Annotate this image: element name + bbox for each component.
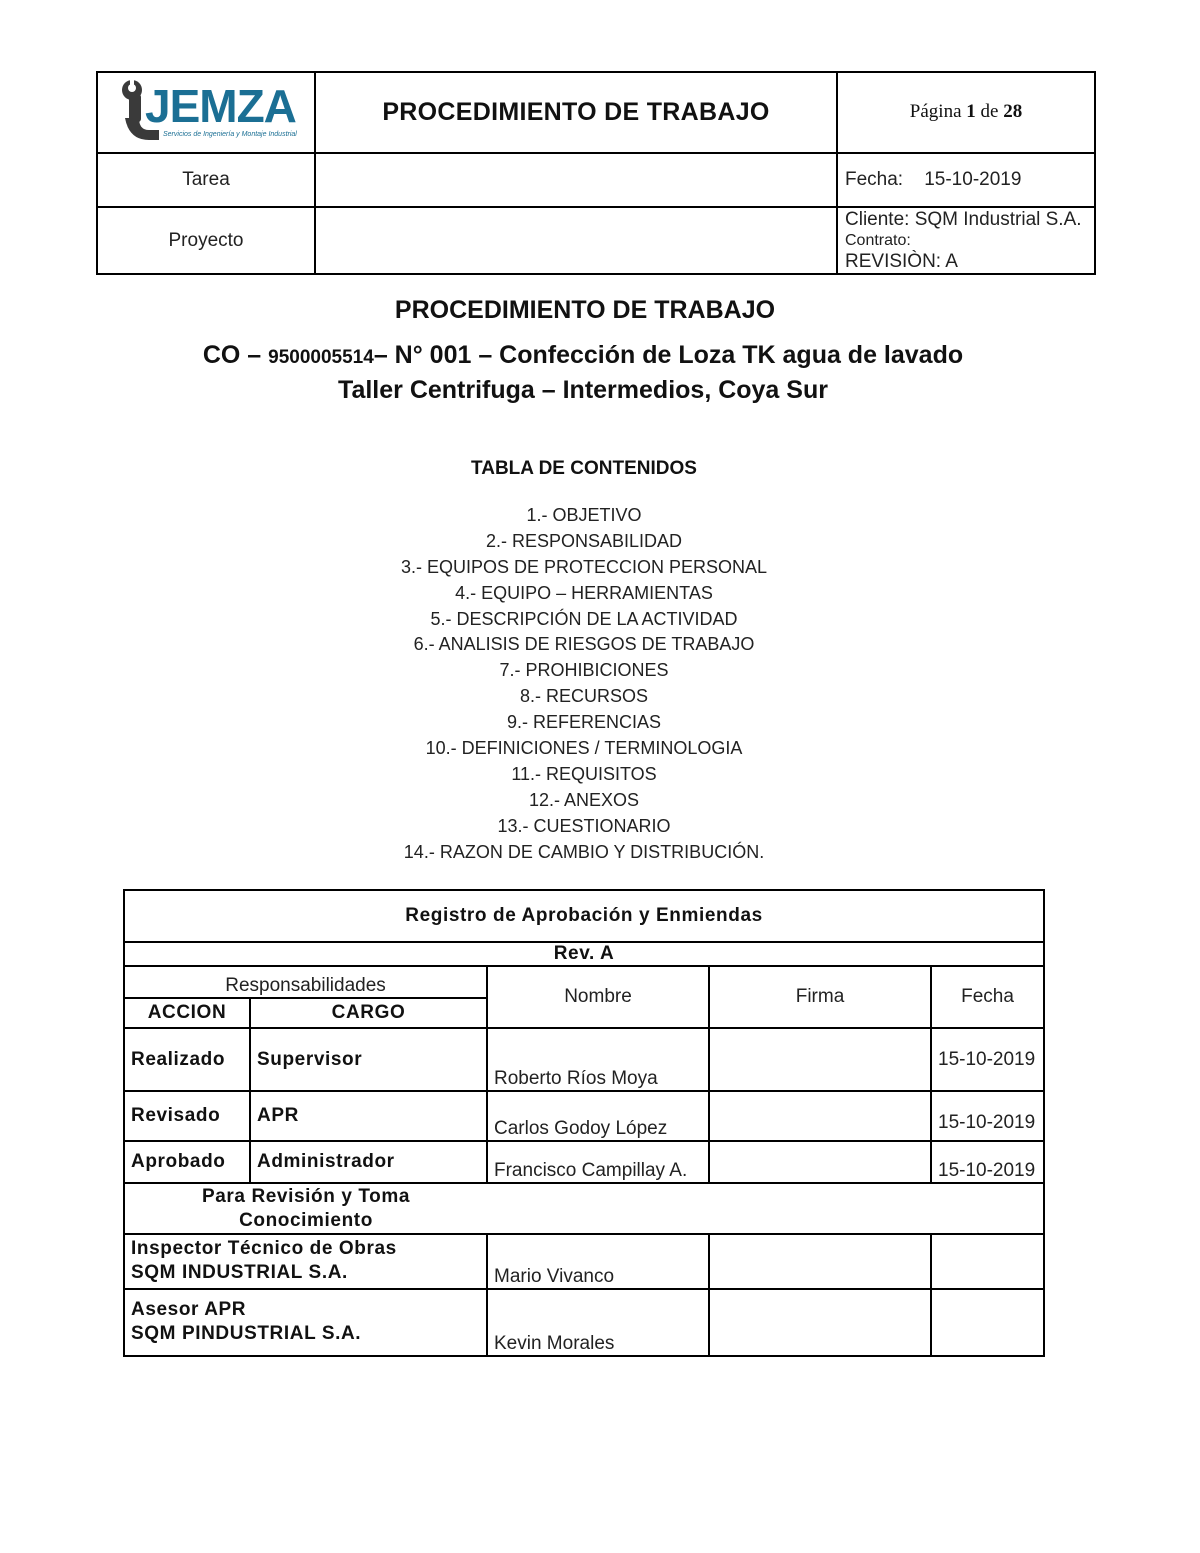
fecha-value: 15-10-2019 bbox=[924, 169, 1022, 191]
row-cargo: Administrador bbox=[250, 1141, 487, 1183]
row-fecha: 15-10-2019 bbox=[931, 1028, 1044, 1091]
cliente-text: Cliente: SQM Industrial S.A. bbox=[845, 209, 1082, 231]
row-accion: Revisado bbox=[124, 1091, 250, 1141]
reviewer-role-line-1: Asesor APR bbox=[131, 1299, 247, 1320]
toc-item: 1.- OBJETIVO bbox=[526, 505, 642, 525]
subtitle-number: 9500005514 bbox=[268, 347, 374, 368]
reviewer-nombre: Kevin Morales bbox=[487, 1289, 709, 1356]
row-cargo: Supervisor bbox=[250, 1028, 487, 1091]
row-accion: Aprobado bbox=[124, 1141, 250, 1183]
col-firma-header: Firma bbox=[709, 966, 931, 1028]
toc-item: 7.- PROHIBICIONES bbox=[499, 660, 669, 681]
fecha-cell bbox=[837, 153, 1095, 208]
cliente-cell bbox=[837, 207, 1095, 274]
revision-text: REVISIÒN: A bbox=[845, 251, 958, 273]
row-accion: Realizado bbox=[124, 1028, 250, 1091]
logo-tagline: Servicios de Ingeniería y Montaje Industrial bbox=[163, 131, 297, 139]
subtitle-rest: – N° 001 – Confección de Loza TK agua de lavado bbox=[373, 341, 964, 369]
reviewer-role-line-2: SQM PINDUSTRIAL S.A. bbox=[131, 1323, 362, 1344]
subtitle-line-2: Taller Centrifuga – Intermedios, Coya Sur bbox=[338, 376, 828, 404]
reviewer-role-line-2: SQM INDUSTRIAL S.A. bbox=[131, 1262, 348, 1283]
row-nombre: Francisco Campillay A. bbox=[487, 1141, 709, 1183]
row-firma bbox=[709, 1141, 931, 1183]
toc-heading: TABLA DE CONTENIDOS bbox=[471, 458, 697, 479]
toc-item: 10.- DEFINICIONES / TERMINOLOGIA bbox=[425, 738, 743, 759]
row-firma bbox=[709, 1091, 931, 1141]
reviewer-role bbox=[124, 1234, 487, 1289]
document-subtitle bbox=[0, 339, 1166, 406]
toc-item: 12.- ANEXOS bbox=[528, 789, 640, 810]
col-cargo-header: CARGO bbox=[250, 998, 487, 1028]
toc-item: 9.- REFERENCIAS bbox=[506, 712, 662, 733]
row-fecha: 15-10-2019 bbox=[931, 1091, 1044, 1141]
reviewer-fecha bbox=[931, 1234, 1044, 1289]
row-cargo: APR bbox=[250, 1091, 487, 1141]
page-of-label: de bbox=[980, 101, 999, 123]
logo-text: JEMZA bbox=[145, 80, 296, 133]
reviewer-role bbox=[124, 1289, 487, 1356]
toc-item: 3.- EQUIPOS DE PROTECCION PERSONAL bbox=[400, 556, 768, 577]
toc-item: 6.- ANALISIS DE RIESGOS DE TRABAJO bbox=[413, 634, 755, 655]
toc-item: 11.- REQUISITOS bbox=[511, 763, 657, 784]
reviewer-fecha bbox=[931, 1289, 1044, 1356]
reviewer-firma bbox=[709, 1234, 931, 1289]
review-heading-line-1: Para Revisión y Toma bbox=[201, 1185, 411, 1207]
header-title: PROCEDIMIENTO DE TRABAJO bbox=[315, 72, 837, 153]
review-heading-spacer bbox=[487, 1183, 1044, 1234]
document-header-table bbox=[96, 71, 1096, 275]
toc-item: 5.- DESCRIPCIÓN DE LA ACTIVIDAD bbox=[430, 608, 738, 629]
contrato-text: Contrato: bbox=[845, 232, 911, 250]
review-heading bbox=[124, 1183, 487, 1234]
fecha-label: Fecha: bbox=[845, 169, 904, 191]
page-current: 1 bbox=[966, 101, 976, 123]
approval-rev: Rev. A bbox=[124, 942, 1044, 966]
document-title: PROCEDIMIENTO DE TRABAJO bbox=[394, 296, 776, 324]
page-counter bbox=[837, 72, 1095, 153]
table-row bbox=[124, 1234, 1044, 1289]
subtitle-prefix: CO – bbox=[202, 341, 269, 369]
table-row bbox=[124, 1141, 1044, 1183]
tarea-label: Tarea bbox=[97, 153, 315, 208]
table-row bbox=[124, 1289, 1044, 1356]
review-heading-line-2: Conocimiento bbox=[239, 1209, 373, 1231]
proyecto-value bbox=[315, 207, 837, 274]
row-nombre: Carlos Godoy López bbox=[487, 1091, 709, 1141]
row-nombre: Roberto Ríos Moya bbox=[487, 1028, 709, 1091]
row-firma bbox=[709, 1028, 931, 1091]
responsabilidades-header: Responsabilidades bbox=[124, 966, 487, 998]
table-row bbox=[124, 1091, 1044, 1141]
approval-title: Registro de Aprobación y Enmiendas bbox=[124, 890, 1044, 942]
col-accion-header: ACCION bbox=[124, 998, 250, 1028]
toc-item: 13.- CUESTIONARIO bbox=[497, 815, 671, 836]
toc-item: 2.- RESPONSABILIDAD bbox=[485, 530, 683, 551]
table-row bbox=[124, 1028, 1044, 1091]
toc-item: 14.- RAZON DE CAMBIO Y DISTRIBUCIÓN. bbox=[403, 841, 765, 862]
proyecto-label: Proyecto bbox=[97, 207, 315, 274]
approval-table bbox=[123, 889, 1045, 1357]
subtitle-line-1 bbox=[0, 339, 1166, 374]
col-fecha-header: Fecha bbox=[931, 966, 1044, 1028]
tarea-value bbox=[315, 153, 837, 208]
page-label: Página bbox=[909, 101, 962, 123]
reviewer-role-line-1: Inspector Técnico de Obras bbox=[131, 1238, 397, 1259]
page-total: 28 bbox=[1003, 101, 1023, 123]
toc-item: 4.- EQUIPO – HERRAMIENTAS bbox=[455, 582, 713, 603]
toc-list bbox=[0, 503, 1168, 865]
reviewer-firma bbox=[709, 1289, 931, 1356]
logo-cell bbox=[97, 72, 315, 153]
jemza-logo bbox=[115, 74, 297, 150]
row-fecha: 15-10-2019 bbox=[931, 1141, 1044, 1183]
reviewer-nombre: Mario Vivanco bbox=[487, 1234, 709, 1289]
col-nombre-header: Nombre bbox=[487, 966, 709, 1028]
toc-item: 8.- RECURSOS bbox=[519, 686, 649, 707]
